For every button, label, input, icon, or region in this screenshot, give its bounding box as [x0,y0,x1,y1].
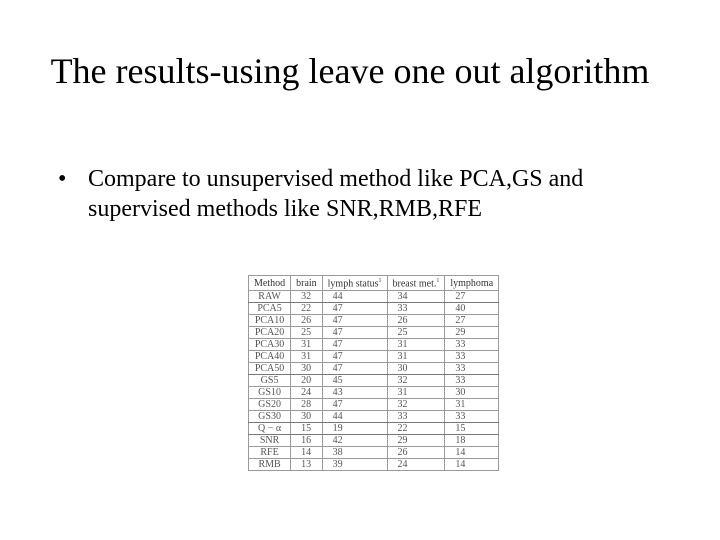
table-row [249,387,499,399]
value-cell: 20 [291,375,323,387]
value-cell: 13 [291,459,323,471]
column-header [445,276,499,291]
column-header [322,276,387,291]
value-cell: 24 [291,387,323,399]
method-cell: GS5 [249,375,291,387]
value-cell: 26 [291,315,323,327]
value-cell: 32 [387,399,445,411]
value-cell: 33 [445,411,499,423]
method-cell: RFE [249,447,291,459]
value-cell: 31 [445,399,499,411]
table-row [249,399,499,411]
method-cell: SNR [249,435,291,447]
value-cell: 14 [445,459,499,471]
value-cell: 14 [445,447,499,459]
method-cell: PCA50 [249,363,291,375]
value-cell: 33 [445,351,499,363]
value-cell: 47 [322,363,387,375]
value-cell: 25 [387,327,445,339]
value-cell: 31 [387,351,445,363]
value-cell: 33 [387,411,445,423]
column-header-label: Method [254,277,286,289]
column-header-label: brain [296,277,317,289]
bullet-marker: • [58,166,67,192]
value-cell: 34 [387,291,445,303]
method-cell: PCA40 [249,351,291,363]
value-cell: 29 [387,435,445,447]
column-header-label: lymphoma [450,277,494,289]
table-row [249,375,499,387]
value-cell: 40 [445,303,499,315]
value-cell: 26 [387,447,445,459]
method-cell: GS10 [249,387,291,399]
table-row [249,363,499,375]
method-cell: GS30 [249,411,291,423]
table-row [249,315,499,327]
value-cell: 32 [387,375,445,387]
table-row [249,327,499,339]
value-cell: 27 [445,315,499,327]
method-cell: Q − α [249,423,291,435]
value-cell: 18 [445,435,499,447]
value-cell: 47 [322,327,387,339]
value-cell: 15 [445,423,499,435]
method-cell: PCA30 [249,339,291,351]
table-body [249,291,499,471]
value-cell: 33 [445,339,499,351]
method-cell: PCA20 [249,327,291,339]
value-cell: 33 [445,363,499,375]
value-cell: 22 [387,423,445,435]
table-row [249,351,499,363]
bullet-text: Compare to unsupervised method like PCA,GS and supervised methods like SNR,RMB,RFE [88,166,584,222]
results-table-container [248,275,499,471]
column-header-label: breast met. [392,278,437,290]
value-cell: 33 [387,303,445,315]
value-cell: 16 [291,435,323,447]
value-cell: 30 [445,387,499,399]
column-header [291,276,323,291]
value-cell: 22 [291,303,323,315]
value-cell: 14 [291,447,323,459]
bullet-item [58,164,678,224]
value-cell: 47 [322,303,387,315]
value-cell: 19 [322,423,387,435]
table-row [249,459,499,471]
value-cell: 44 [322,411,387,423]
value-cell: 31 [387,339,445,351]
method-cell: RAW [249,291,291,303]
method-cell: PCA10 [249,315,291,327]
slide-title: The results-using leave one out algorithm [50,51,650,91]
value-cell: 42 [322,435,387,447]
column-header [249,276,291,291]
value-cell: 47 [322,315,387,327]
value-cell: 27 [445,291,499,303]
value-cell: 31 [291,339,323,351]
table-row [249,447,499,459]
table-row [249,423,499,435]
results-table [248,275,499,471]
footnote-marker: 1 [436,278,440,285]
column-header [387,276,445,291]
value-cell: 31 [387,387,445,399]
value-cell: 24 [387,459,445,471]
value-cell: 31 [291,351,323,363]
method-cell: GS20 [249,399,291,411]
value-cell: 29 [445,327,499,339]
value-cell: 47 [322,339,387,351]
table-row [249,291,499,303]
value-cell: 33 [445,375,499,387]
table-header-row [249,276,499,291]
value-cell: 39 [322,459,387,471]
method-cell: RMB [249,459,291,471]
value-cell: 32 [291,291,323,303]
value-cell: 30 [387,363,445,375]
column-header-label: lymph status [327,278,379,290]
value-cell: 26 [387,315,445,327]
table-row [249,435,499,447]
value-cell: 25 [291,327,323,339]
value-cell: 30 [291,411,323,423]
table-row [249,303,499,315]
table-row [249,411,499,423]
value-cell: 47 [322,351,387,363]
value-cell: 43 [322,387,387,399]
value-cell: 47 [322,399,387,411]
value-cell: 45 [322,375,387,387]
footnote-marker: 1 [378,278,382,285]
value-cell: 44 [322,291,387,303]
value-cell: 15 [291,423,323,435]
value-cell: 38 [322,447,387,459]
method-cell: PCA5 [249,303,291,315]
table-row [249,339,499,351]
value-cell: 30 [291,363,323,375]
value-cell: 28 [291,399,323,411]
